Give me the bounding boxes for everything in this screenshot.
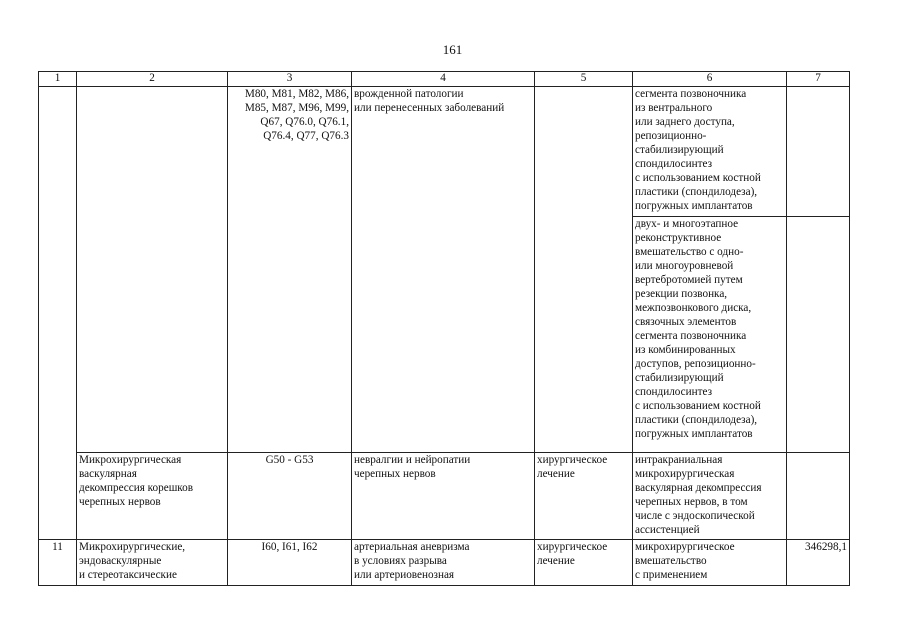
table-row bbox=[39, 540, 850, 586]
cell-treatment-type: хирургическое лечение bbox=[535, 540, 633, 586]
cell-treatment-method: двух- и многоэтапное реконструктивное вмешательство с одно- или многоуровневой вертебротомией путем резекции позвонка, межпозвонкового диска, связочных элементов сегмента позвоночника из комбинированных доступов, репозиционно- стабилизирующий спондилосинтез с использованием костной пластики (спондилодеза), погружных имплантатов bbox=[633, 217, 787, 453]
medical-care-table bbox=[38, 71, 850, 586]
header-col-3: 3 bbox=[228, 72, 352, 87]
cell-method-name: Микрохирургические, эндоваскулярные и стереотаксические bbox=[77, 540, 228, 586]
cell-icd-codes: G50 - G53 bbox=[228, 453, 352, 540]
table-row bbox=[39, 453, 850, 540]
cell-method-name: Микрохирургическая васкулярная декомпрессия корешков черепных нервов bbox=[77, 453, 228, 540]
cell-method-name-continued bbox=[77, 87, 228, 453]
cell-cost bbox=[787, 453, 850, 540]
cell-icd-codes: I60, I61, I62 bbox=[228, 540, 352, 586]
cell-number-continued bbox=[39, 87, 77, 540]
cell-condition: невралгии и нейропатии черепных нервов bbox=[352, 453, 535, 540]
cell-treatment-method: интракраниальная микрохирургическая васкулярная декомпрессия черепных нервов, в том числе с эндоскопической ассистенцией bbox=[633, 453, 787, 540]
header-col-5: 5 bbox=[535, 72, 633, 87]
header-col-7: 7 bbox=[787, 72, 850, 87]
cell-condition: артериальная аневризма в условиях разрыва или артериовенозная bbox=[352, 540, 535, 586]
header-col-4: 4 bbox=[352, 72, 535, 87]
cell-treatment-type: хирургическое лечение bbox=[535, 453, 633, 540]
table-row bbox=[39, 87, 850, 217]
cell-treatment-method: сегмента позвоночника из вентрального или заднего доступа, репозиционно- стабилизирующий спондилосинтез с использованием костной пластики (спондилодеза), погружных имплантатов bbox=[633, 87, 787, 217]
cell-number: 11 bbox=[39, 540, 77, 586]
header-col-2: 2 bbox=[77, 72, 228, 87]
cell-cost bbox=[787, 217, 850, 453]
cell-treatment-type bbox=[535, 87, 633, 453]
cell-cost: 346298,1 bbox=[787, 540, 850, 586]
table-header-row bbox=[39, 72, 850, 87]
header-col-6: 6 bbox=[633, 72, 787, 87]
cell-icd-codes: M80, M81, M82, M86, M85, M87, M96, M99, Q67, Q76.0, Q76.1, Q76.4, Q77, Q76.3 bbox=[228, 87, 352, 453]
cell-treatment-method: микрохирургическое вмешательство с применением bbox=[633, 540, 787, 586]
cell-condition: врожденной патологии или перенесенных заболеваний bbox=[352, 87, 535, 453]
page-number: 161 bbox=[442, 42, 463, 57]
header-col-1: 1 bbox=[39, 72, 77, 87]
cell-cost bbox=[787, 87, 850, 217]
